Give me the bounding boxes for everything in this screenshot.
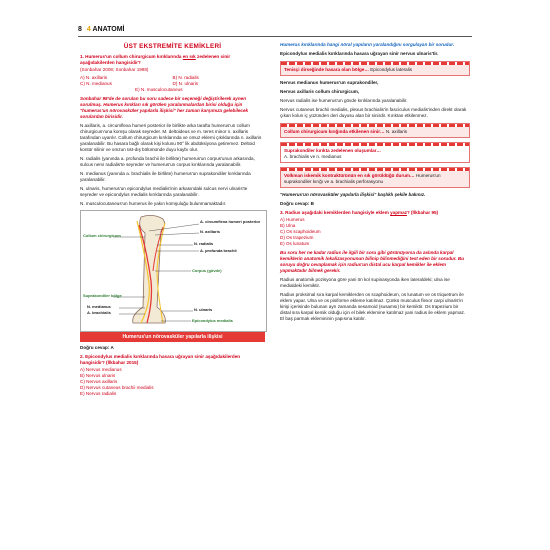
callout-answer: A. brachialis ve n. medianus xyxy=(284,154,342,159)
callout-answer: Humerus'un suprakondiler kırığı ve a. brachialis perforasyonu xyxy=(284,173,441,184)
paragraph-radius-anatomy: Radius anatomik pozisyona göre yani ön kol supinasyonda iken lateraldeki; ulna ise medialdeki kemiktir. xyxy=(280,277,450,288)
callout-volkman xyxy=(280,167,470,188)
option: C) Nervus axillaris xyxy=(80,379,118,384)
question-3-underlined: yapmaz xyxy=(390,210,407,215)
question-1-options xyxy=(80,75,265,93)
question-3-text-b: ? (İlkbahar 95) xyxy=(406,210,439,215)
callout-answer: N. axillaris xyxy=(384,129,408,134)
page-header xyxy=(78,26,124,33)
question-2-number: 2. xyxy=(80,354,84,359)
right-column xyxy=(280,42,470,325)
callout-answer: Epicondylus lateralis xyxy=(368,67,413,72)
question-2-text: Epicondylus medialis kırıklarında hasara uğrayan sinir aşağıdakilerden hangisidir? xyxy=(80,354,241,365)
callout-question: Tenisçi dirseğinde hasara olan bölge… xyxy=(284,67,369,72)
intro-paragraph: Epicondylus medialis kırıklarında hasara uğrayan sinir nervus ulnaris'tir. xyxy=(280,51,439,56)
book-title: ANATOMİ xyxy=(92,26,125,33)
answer-1: Doğru cevap: A xyxy=(80,345,114,350)
option: A) Nervus medianus xyxy=(80,367,122,372)
paragraph-radius-joints: Radius proksimal sıra karpal kemiklerden os scaphoideum, os lunatum ve os triquetrum ile eklem yapar. Ulna ve os pisiforme ekleme katılmaz. Çünkü musculus flexor carpi ulnaris'in kirişi içerisinde bulunan ayrı zamanda sesamoid (susamsı) bir kemiktir. Os trapezium bir distal sıra karpal kemik olduğu için el bilek eklemine katılmaz yani radius ile eklem yapmaz. El baş parmak eklemininin yapısına katılır. xyxy=(280,292,466,321)
left-column xyxy=(80,42,265,400)
option: D) Nervus cutaneus brachii medialis xyxy=(80,385,154,390)
section-title: ÜST EKSTREMİTE KEMİKLERİ xyxy=(123,43,222,50)
label-n-ulnaris: N. ulnaris xyxy=(194,307,213,312)
note-1: Sonbahar 98'de de sorulan bu soru sadece bir seçeneği değiştirilerek aynen sorulmuş. Humerus kırıkları sık görülen yaralanmalardan birisi olduğu için "humerus'un nörovasküler yapılarla ilişkisi" her zaman karşımıza gelebilecek sorulardan birisidir. xyxy=(80,96,249,119)
humerus-figure xyxy=(80,210,267,332)
paragraph-axillaris: N.axillaris, a. circumflexa humeri posterior ile birlikte arka tarafta humerus'un collum chirurgicum'una komşu olarak seyreder. M. deltoideus ve m. teres minor n. axillaris tarafından uyarılır. Collum chirurgicum kırıklarında ve omuz eklemi çıkıklarında n. axillaris yaralanabilir. Bu hasara bağlı olarak kişi kolunu 90° lik abdüksiyona getiremez. Deltoid kontür silinir ve omzun üst-dış bölümünde duyu kaybı olur. xyxy=(80,123,262,152)
question-1-underlined: en sık xyxy=(182,54,196,59)
page-number: 8 xyxy=(78,26,82,33)
option: B) N. radialis xyxy=(172,75,199,80)
question-1-number: 1. xyxy=(80,54,84,59)
option: E) N. musculocutaneus xyxy=(135,87,183,92)
callout-question: Collum chirurgicum kırığında etkilenen sinir… xyxy=(284,129,385,134)
intro-question: Humerus kırıklarında hangi nöral yapıların yaralandığını sorgulayan bir sorudur. xyxy=(280,42,455,47)
label-a-profunda: A. profunda brachii xyxy=(200,248,237,253)
figure-reference: "Humerus'un nörovasküler yapılarla ilişkisi" başlıklı şekile bakınız. xyxy=(280,192,426,197)
question-1-text-b: zedelenen sinir aşağıdakilerden hangisidir? xyxy=(80,54,231,65)
paragraph-ulnaris: N. ulnaris, humerus'un epicondylus medialis'inin arkasındaki sulcus nervi ulnaris'te seyreder ve epicondylus medialis kırıklarında yaralanabilir. xyxy=(80,186,248,197)
option: D) Os trapezium xyxy=(280,235,314,240)
option: E) Nervus radialis xyxy=(80,391,117,396)
question-3-options xyxy=(280,217,470,247)
question-2-options xyxy=(80,367,265,397)
answer-2: Doğru cevap: B xyxy=(280,201,314,206)
statement-radialis: Nervus radialis ise humerus'un gövde kırıklarında yaralanabilir. xyxy=(280,98,408,103)
question-2 xyxy=(80,354,265,366)
label-epicondylus: Epicondylus medialis xyxy=(192,318,233,323)
figure-caption: Humerus'un nörovasküler yapılarla ilişkisi xyxy=(80,332,265,342)
option: C) Os scaphoideum xyxy=(280,229,321,234)
option: B) Nervus ulnaris xyxy=(80,373,116,378)
option: A) N. axillaris xyxy=(80,75,108,80)
statement-axillaris: Nervus axillaris collum chirurgicum, xyxy=(280,89,360,94)
question-2-source: (İlkbahar 2015) xyxy=(106,360,139,365)
callout-tennis-elbow xyxy=(280,61,470,76)
option: B) Ulna xyxy=(280,223,296,228)
question-1-source: (Sonbahar 2008; Sonbahar 1998) xyxy=(80,67,149,72)
paragraph-musculocutaneus: N. musculocutaneus'un humerus ile yakın komşuluğu bulunmamaktadır. xyxy=(80,201,227,206)
label-a-brachialis: A. brachialis xyxy=(87,310,111,315)
label-n-medianus: N. medianus xyxy=(87,304,111,309)
label-a-circumflexa: A. circumflexa humeri posterior xyxy=(200,219,261,224)
callout-collum xyxy=(280,123,470,138)
option: A) Humerus xyxy=(280,217,305,222)
question-3 xyxy=(280,210,470,216)
book-number: 4 xyxy=(86,26,91,33)
header-rule xyxy=(78,36,472,37)
label-n-axillaris: N. axillaris xyxy=(200,229,221,234)
option: C) N. medianus xyxy=(80,81,112,86)
callout-question: Suprakondiler kırıkta zedelenen oluşumlar… xyxy=(284,148,382,153)
option: E) Os lunatum xyxy=(280,241,310,246)
label-suprakondiler: Suprakondiler bölge xyxy=(83,293,122,298)
callout-question: Volkman iskemik kontraktürünün en sık görüldüğü durum… xyxy=(284,173,415,178)
question-3-text-a: Radius aşağıdaki kemiklerden hangisiyle eklem xyxy=(285,210,391,215)
statement-medianus: Nervus medianus humerus'un suprakondiler, xyxy=(280,80,379,85)
label-collum: Collum chirurgicum xyxy=(83,233,121,238)
label-n-radialis: N. radialis xyxy=(194,241,214,246)
option: D) N. ulnaris xyxy=(172,81,199,86)
label-corpus: Corpus (gövde) xyxy=(192,268,222,273)
paragraph-medianus: N. medianus (yanında a. brachialis ile birlikte) humerus'un suprakondiler kırıklarında yaralanabilir. xyxy=(80,171,251,182)
callout-suprakondiler xyxy=(280,142,470,163)
note-2: Bu soru her ne kadar radius ile ilgili bir soru gibi görünüyorsa da aslında karpal kemiklerin anatomik lokalizasyonunun bilinip bilinmediğini test eden bir sorudur. Bu soruyu doğru cevaplamak için radius'un distal ucu karpal kemikler ile eklem yapmaktadır bilmek gerekir. xyxy=(280,250,465,273)
statement-cutaneus: Nervus cutaneus brachii medialis, plexus brachialis'in fasciculus medialis'inden direkt olarak çıkan kolun iç yüzünden deri duyusu alan bir sinirdir. Kırıktan etkilenmez. xyxy=(280,107,467,118)
question-1 xyxy=(80,54,265,66)
question-1-text-a: Humerus'un collum chirurgicum kırıklarında xyxy=(85,54,183,59)
paragraph-radialis: N. radialis (yanında a. profunda brachii ile birlikte) humerus'un corpus'unun arkasında, sulcus nervi radialis'te seyreder ve humerus'un corpus kırıklarında yaralanabilir. xyxy=(80,156,255,167)
question-3-number: 3. xyxy=(280,210,284,215)
